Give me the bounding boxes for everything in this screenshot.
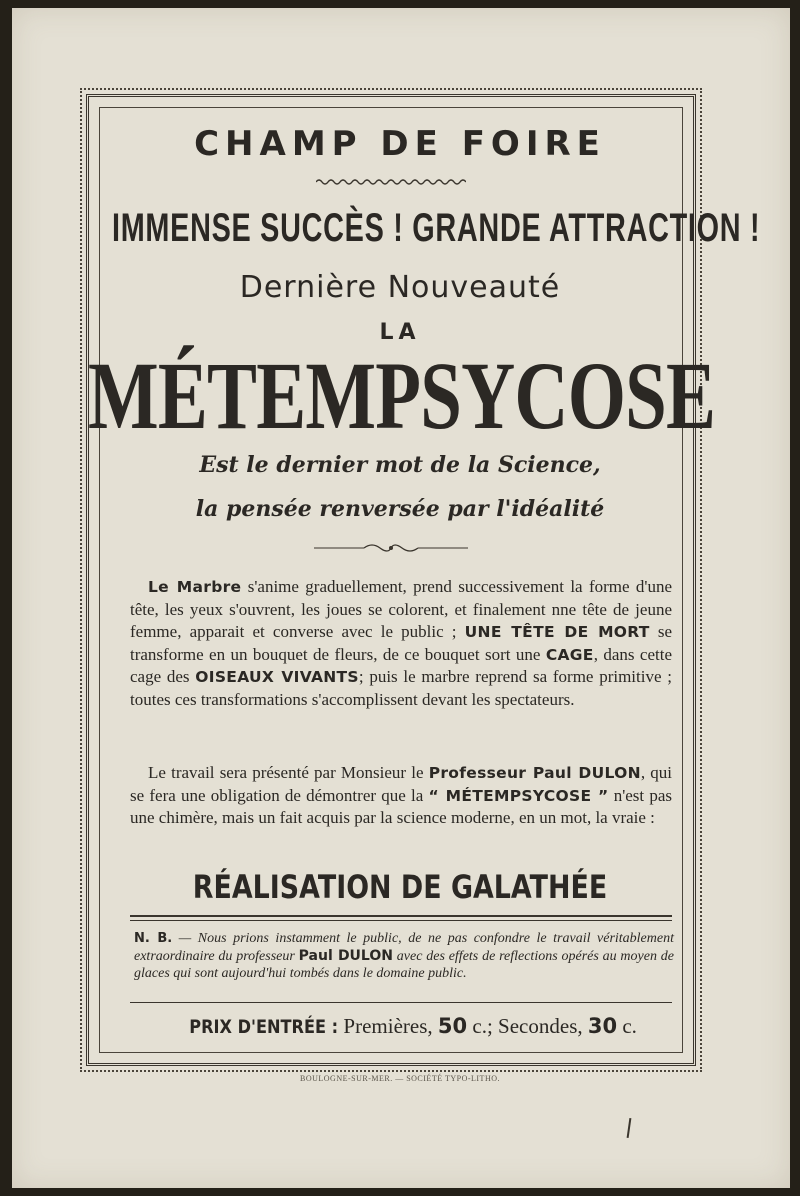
paragraph-text: n'est pas une chimère, mais un fait acquis par la science moderne, en un mot, la vraie :	[130, 785, 673, 827]
skull-emphasis: UNE TÊTE DE MORT	[464, 623, 650, 641]
birds-emphasis: OISEAUX VIVANTS	[195, 668, 359, 686]
nb-label: N. B.	[134, 931, 173, 946]
metempsycose-emphasis: “ MÉTEMPSYCOSE ”	[428, 786, 609, 805]
professor-name: Professeur Paul DULON	[428, 764, 641, 782]
nb-text: avec des effets de reflections opérés au moyen de glaces qui sont aujourd'hui tombés dans le domaine public.	[134, 948, 674, 981]
article-heading: LA	[379, 320, 421, 345]
subtitle-line-1: Est le dernier mot de la Science,	[199, 452, 601, 478]
venue-heading: CHAMP DE FOIRE	[194, 124, 606, 164]
first-class-price: 50	[437, 1014, 468, 1038]
nota-bene	[134, 930, 674, 983]
novelty-heading: Dernière Nouveauté	[239, 270, 561, 305]
galathee-heading: RÉALISATION DE GALATHÉE	[192, 868, 608, 906]
attraction-heading: IMMENSE SUCCÈS ! GRANDE ATTRACTION !	[112, 206, 761, 250]
section-rule	[130, 915, 672, 917]
squiggle-ornament	[316, 178, 466, 186]
poster-title: MÉTEMPSYCOSE	[88, 342, 716, 449]
cage-emphasis: CAGE	[545, 645, 594, 664]
price-text: Premières,	[338, 1014, 438, 1038]
printer-imprint: BOULOGNE-SUR-MER. — SOCIÉTÉ TYPO-LITHO.	[299, 1074, 500, 1083]
presenter-paragraph	[130, 762, 672, 830]
paragraph-text: Le travail sera présenté par Monsieur le	[148, 763, 429, 782]
admission-price	[0, 1014, 800, 1039]
nb-professor-name: Paul DULON	[298, 947, 393, 964]
paragraph-text: se transforme en un bouquet de fleurs, de ce bouquet sort une	[130, 622, 672, 664]
paragraph-text: , qui se fera une obligation de démontrer que la	[130, 763, 673, 805]
nb-text: — Nous prions instamment le public, de ne pas confondre le travail véritablement extraordinaire du professeur	[134, 931, 674, 964]
price-text: c.; Secondes,	[467, 1014, 588, 1038]
second-class-price: 30	[587, 1014, 618, 1038]
paragraph-text: s'anime graduellement, prend successivement la forme d'une tête, les yeux s'ouvrent, les joues se colorent, et finalement nne tête de jeune femme, apparait et converse avec le public ;	[130, 577, 672, 641]
price-rule	[130, 1002, 672, 1003]
divider-ornament	[314, 542, 468, 554]
description-paragraph	[130, 576, 672, 711]
marble-emphasis: Le Marbre	[148, 578, 242, 596]
subtitle-line-2: la pensée renversée par l'idéalité	[195, 496, 605, 522]
price-text: c.	[617, 1014, 637, 1038]
paragraph-text: ; puis le marbre reprend sa forme primitive ; toutes ces transformations s'accomplissent devant les spectateurs.	[130, 667, 672, 709]
price-label: PRIX D'ENTRÉE :	[189, 1016, 339, 1038]
section-rule	[130, 920, 672, 921]
paragraph-text: , dans cette cage des	[130, 644, 672, 686]
